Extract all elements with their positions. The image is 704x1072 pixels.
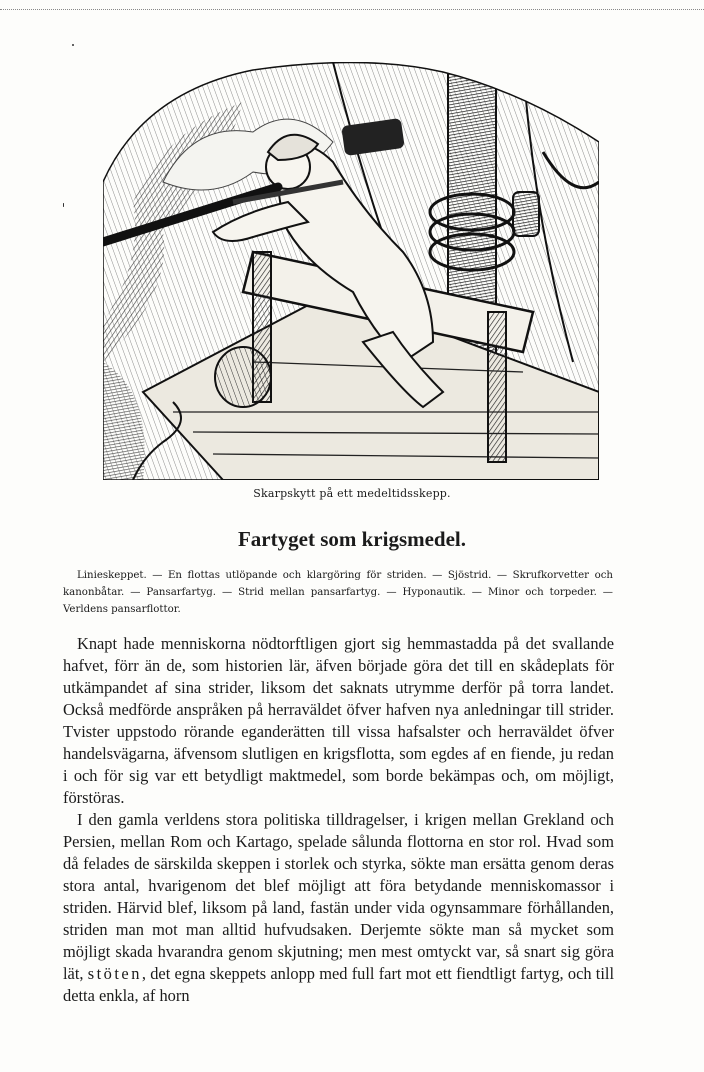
top-rule xyxy=(0,9,704,10)
print-speck xyxy=(72,44,74,46)
chapter-title: Fartyget som krigsmedel. xyxy=(237,527,467,551)
body-text xyxy=(63,633,614,1007)
chapter-summary: Linieskeppet. — En flottas utlöpande och klargöring för striden. — Sjöstrid. — Skrufkorvetter och kanonbåtar. — Pansarfartyg. — Strid mellan pansarfartyg. — Hyponautik. — Minor och torpeder. — Verldens pansarflottor. xyxy=(63,570,613,615)
illustration-caption: Skarpskytt på ett medeltidsskepp. xyxy=(253,487,451,500)
emphasized-word: stöten xyxy=(87,964,142,983)
sharpshooter-engraving-icon xyxy=(103,62,599,480)
print-speck xyxy=(63,203,64,207)
paragraph xyxy=(63,809,614,1007)
paragraph-text: I den gamla verldens stora politiska tilldragelser, i krigen mellan Grekland och Persien, mellan Rom och Kartago, spelade sålunda flottorna en stor rol. Hvad som då felades de särskilda skeppen i storlek och styrka, sökte man ersätta genom deras stora antal, hvarigenom det blef möjligt att föra betydande menniskomassor i striden. Härvid blef, liksom på land, fastän under vida ogynsammare förhållanden, striden man mot man alltid hufvudsaken. Derjemte sökte man så mycket som möjligt skada hvarandra genom skjutning; men mest omtyckt var, så snart sig göra lät, xyxy=(63,810,614,983)
paragraph-text: , det egna skeppets anlopp med full fart mot ett fiendtligt fartyg, och till detta enkla, af horn xyxy=(63,964,615,1005)
paragraph: Knapt hade menniskorna nödtorftligen gjort sig hemmastadda på det svallande hafvet, förr än de, som historien lär, äfven började göra det till en skådeplats för utkämpandet af sina strider, liksom det saknats utrymme derför på torra landet. Också medförde anspråken på herraväldet öfver hafven nya anledningar till strider. Tvister uppstodo rörande eganderätten till vissa hafsalster och herraväldet öfver handelsvägarna, äfvensom slutligen en krigsflotta, som egdes af en fiende, ju redan i och för sig var ett betydligt maktmedel, som borde bekämpas och, om möjligt, förstöras. xyxy=(63,634,614,807)
